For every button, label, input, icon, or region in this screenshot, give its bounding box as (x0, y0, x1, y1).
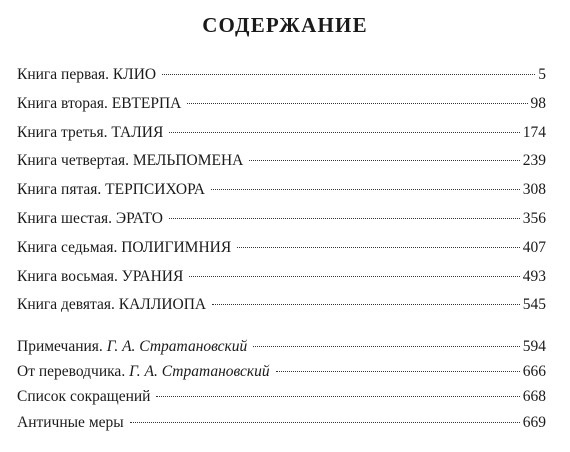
dot-leader (249, 160, 519, 161)
dot-leader (156, 396, 519, 397)
toc-entry-book-2[interactable] (17, 95, 546, 124)
page-number: 545 (522, 296, 546, 314)
entry-label: Книга седьмая. ПОЛИГИМНИЯ (17, 238, 232, 256)
toc-entry-book-8[interactable] (17, 268, 546, 297)
entry-label: Книга пятая. ТЕРПСИХОРА (17, 181, 205, 199)
dot-leader (130, 422, 520, 423)
page-number: 308 (522, 181, 546, 199)
toc-entry-book-1[interactable] (17, 66, 546, 95)
toc-entry-abbreviations[interactable] (17, 388, 546, 413)
entry-label: Книга восьмая. УРАНИЯ (17, 267, 184, 285)
page-title: СОДЕРЖАНИЕ (202, 13, 368, 37)
page-number: 493 (522, 267, 546, 285)
page-number: 174 (522, 123, 546, 141)
entry-label: Книга вторая. ЕВТЕРПА (17, 94, 182, 112)
entry-label: Книга первая. КЛИО (17, 66, 157, 83)
dot-leader (212, 304, 520, 305)
entry-author: Г. А. Стратановский (106, 338, 248, 355)
toc-entry-book-5[interactable] (17, 181, 546, 210)
entry-label (17, 363, 270, 381)
page-number: 356 (522, 209, 546, 227)
page-number: 98 (530, 94, 546, 112)
toc-entry-translator[interactable] (17, 363, 546, 388)
entry-label: Книга третья. ТАЛИЯ (17, 123, 164, 141)
page-number: 407 (522, 238, 546, 256)
toc-entry-measures[interactable] (17, 414, 546, 439)
page-number: 239 (522, 152, 546, 170)
page-number: 5 (538, 66, 546, 83)
toc-entry-notes[interactable] (17, 338, 546, 363)
toc-entry-book-6[interactable] (17, 210, 546, 239)
page-number: 669 (522, 413, 546, 431)
dot-leader (237, 247, 520, 248)
entry-label: Список сокращений (17, 388, 151, 406)
dot-leader (169, 132, 519, 133)
entry-title: От переводчика. (17, 363, 126, 381)
dot-leader (187, 103, 527, 104)
entry-label (17, 338, 247, 356)
toc-entry-book-7[interactable] (17, 239, 546, 268)
entry-title: Примечания. (17, 338, 103, 355)
toc-entry-book-9[interactable] (17, 296, 546, 325)
page-number: 594 (522, 338, 546, 355)
toc-entry-book-3[interactable] (17, 124, 546, 153)
entry-label: Книга девятая. КАЛЛИОПА (17, 296, 207, 314)
toc-entry-book-4[interactable] (17, 152, 546, 181)
dot-leader (169, 218, 520, 219)
page-number: 666 (522, 363, 546, 381)
dot-leader (211, 189, 520, 190)
entry-label: Античные меры (17, 413, 124, 431)
dot-leader (162, 74, 535, 75)
appendix-list (17, 338, 546, 439)
dot-leader (276, 371, 520, 372)
page-number: 668 (522, 388, 546, 406)
entry-label: Книга четвертая. МЕЛЬПОМЕНА (17, 152, 244, 170)
entry-label: Книга шестая. ЭРАТО (17, 209, 164, 227)
dot-leader (253, 346, 519, 347)
book-list (17, 66, 546, 325)
entry-author: Г. А. Стратановский (129, 363, 270, 381)
dot-leader (189, 276, 519, 277)
